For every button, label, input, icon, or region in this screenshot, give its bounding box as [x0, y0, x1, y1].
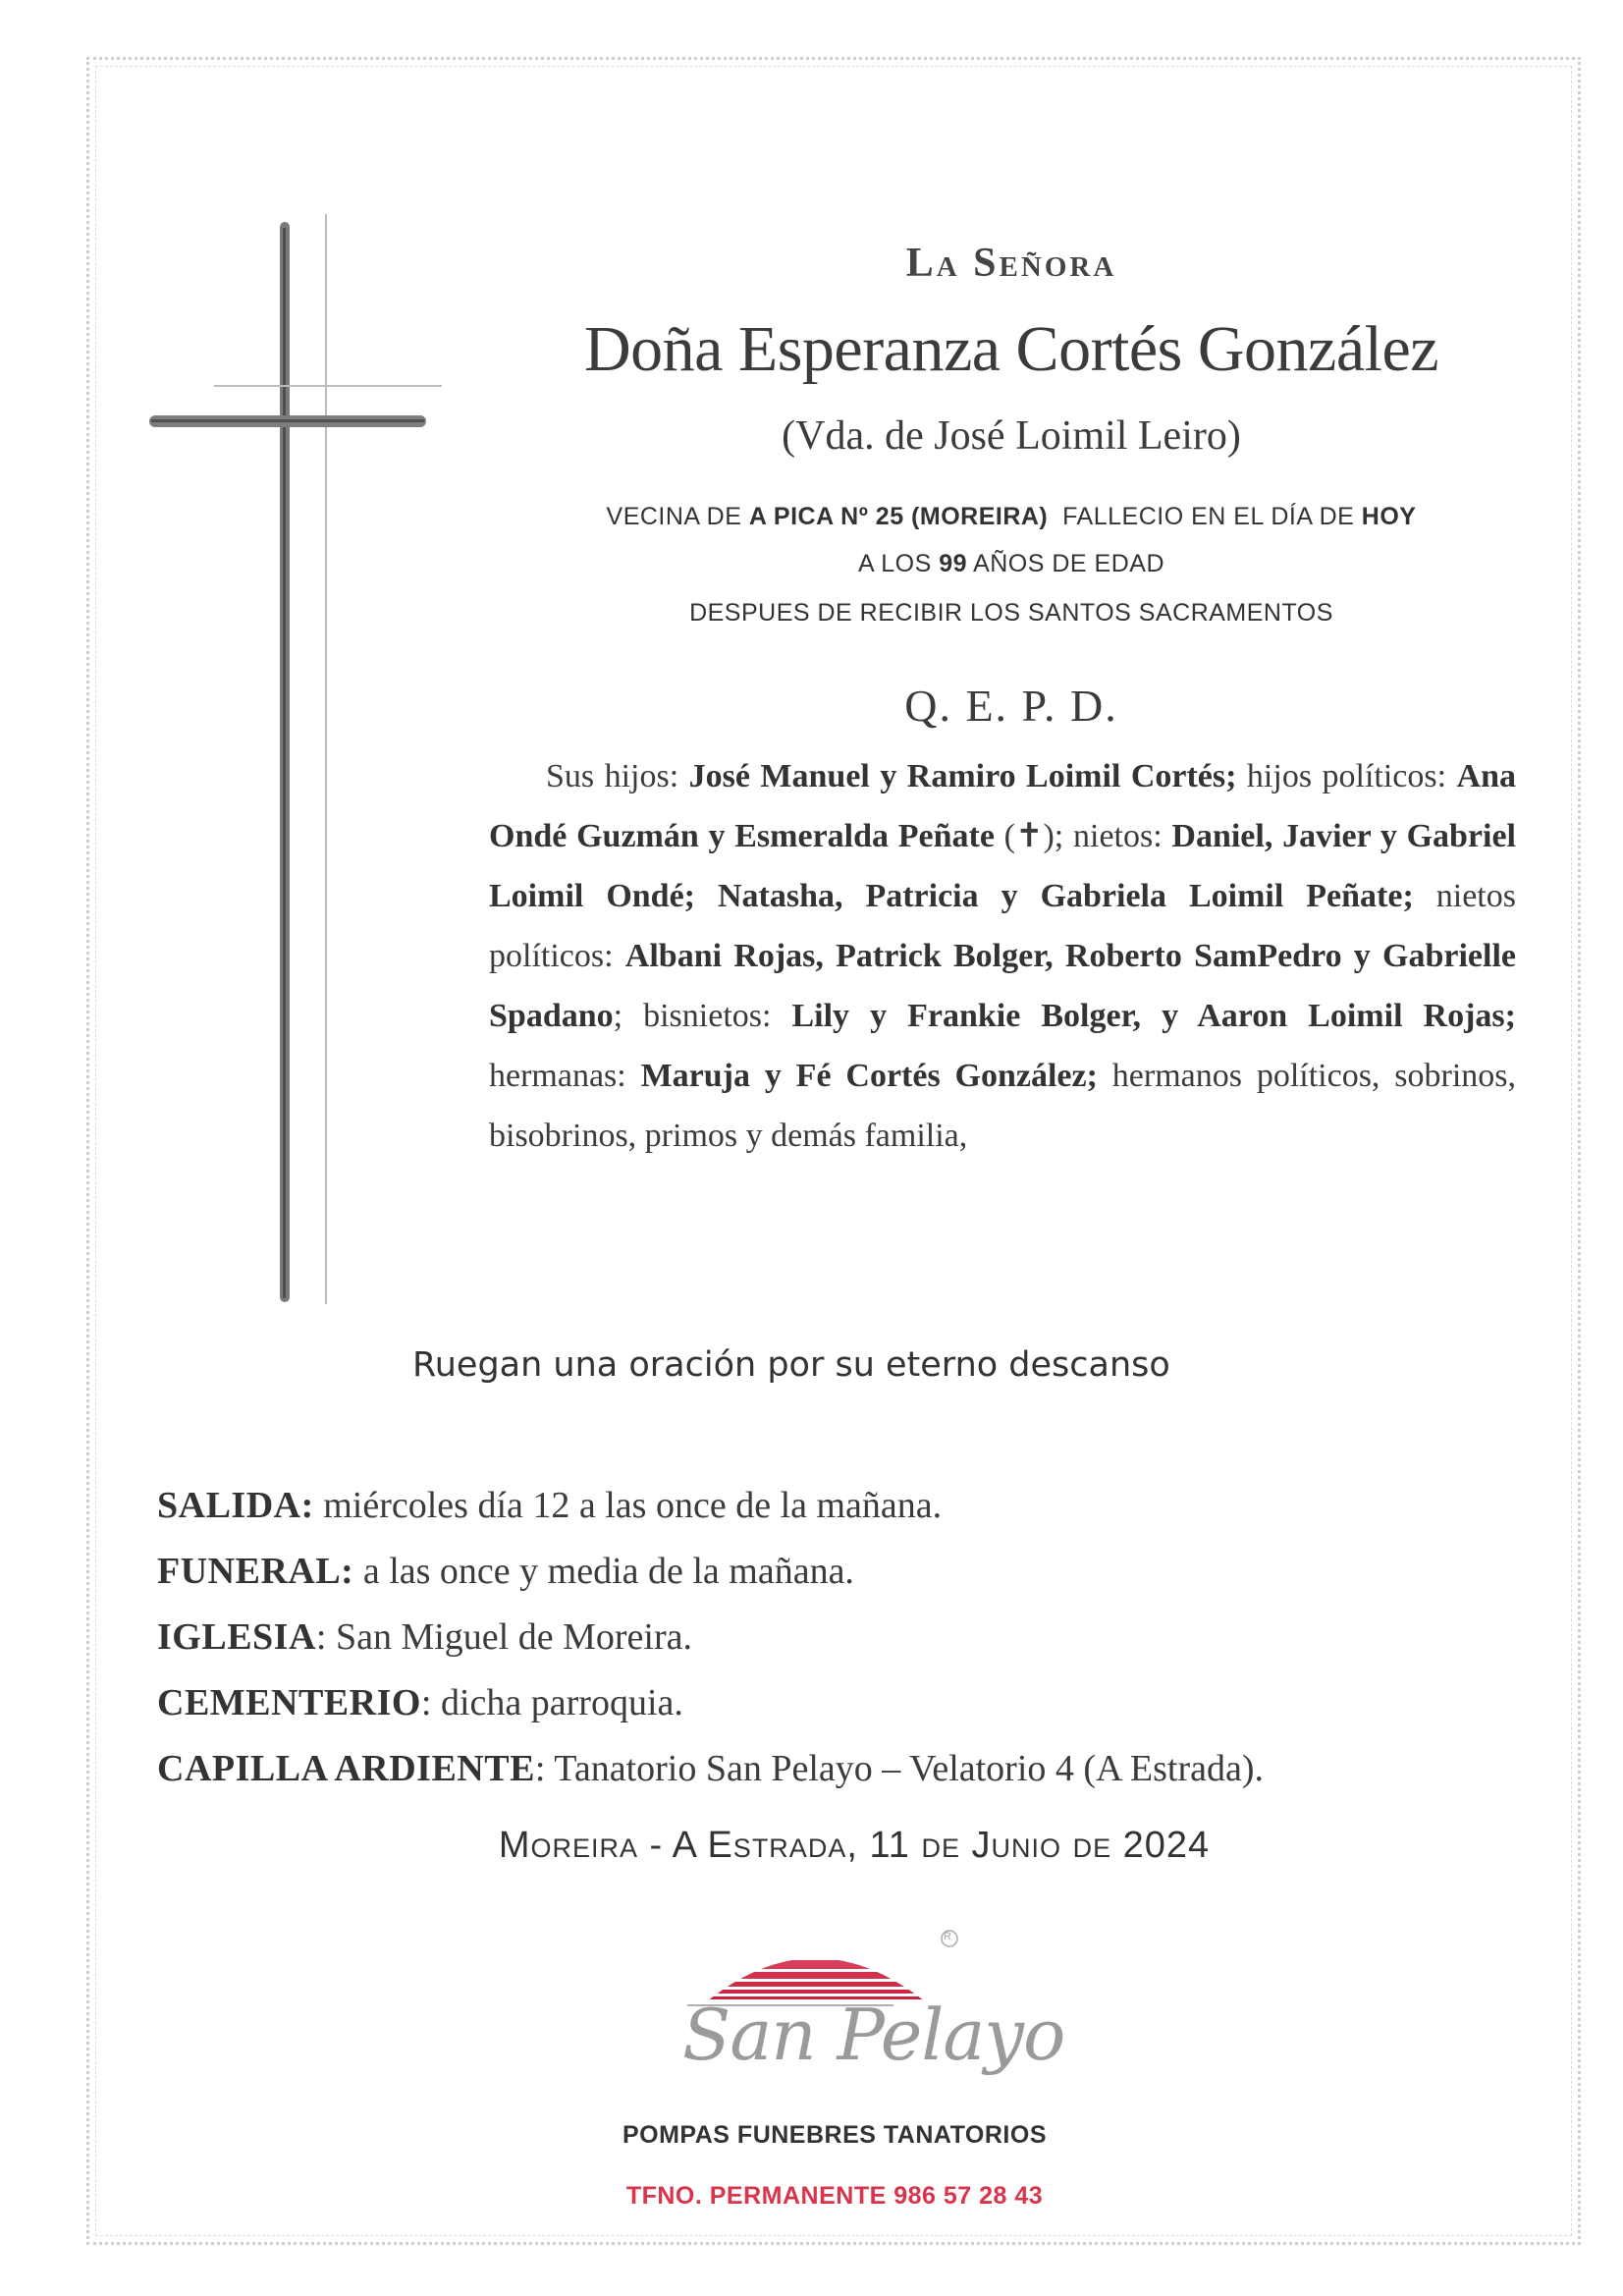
family-text: hermanos políticos, sobrinos, bisobrinos, primos y demás familia, — [489, 1058, 1517, 1154]
family-text: (✝); nietos: — [994, 818, 1172, 854]
detail-label: IGLESIA — [157, 1616, 316, 1658]
detail-line — [157, 1473, 1551, 1539]
logo-text: San Pelayo — [682, 1994, 1065, 2076]
info-text: A LOS — [857, 550, 940, 577]
detail-line — [157, 1736, 1551, 1802]
place-date: Moreira - A Estrada, 11 de Junio de 2024 — [498, 1825, 1211, 1866]
info-address: A PICA Nº 25 (MOREIRA) — [748, 503, 1049, 530]
title-la-senora: La Señora — [905, 241, 1117, 286]
detail-value: : dicha parroquia. — [420, 1682, 683, 1723]
family-names: Lily y Frankie Bolger, y Aaron Loimil Rojas; — [791, 998, 1516, 1034]
family-text: Sus hijos: — [546, 758, 689, 794]
info-line-residence — [491, 503, 1532, 531]
detail-label: CEMENTERIO — [157, 1682, 421, 1723]
family-text: nietos políticos: — [489, 878, 1516, 974]
family-names: Ana Ondé Guzmán y Esmeralda Peñate — [489, 758, 1516, 854]
info-age: 99 — [939, 550, 968, 577]
info-text: AÑOS DE EDAD — [967, 550, 1165, 577]
info-text: FALLECIO EN EL DÍA DE — [1048, 503, 1362, 530]
qepd: Q. E. P. D. — [904, 681, 1118, 731]
family-names: Daniel, Javier y Gabriel Loimil Ondé; Natasha, Patricia y Gabriela Loimil Peñate; — [489, 818, 1516, 914]
company-name: POMPAS FUNEBRES TANATORIOS — [622, 2121, 1047, 2149]
deceased-name: Doña Esperanza Cortés González — [583, 313, 1439, 385]
info-line-sacraments: DESPUES DE RECIBIR LOS SANTOS SACRAMENTOS — [689, 599, 1333, 627]
detail-label: CAPILLA ARDIENTE — [157, 1748, 535, 1789]
family-names: Albani Rojas, Patrick Bolger, Roberto SamPedro y Gabrielle Spadano — [489, 938, 1516, 1034]
detail-value: : San Miguel de Moreira. — [315, 1616, 692, 1658]
info-day: HOY — [1361, 503, 1417, 530]
family-names: Maruja y Fé Cortés González; — [640, 1058, 1098, 1094]
family-paragraph — [489, 746, 1516, 1166]
detail-label: SALIDA: — [157, 1485, 314, 1526]
cross-icon — [137, 214, 452, 1304]
registered-mark: R — [944, 1931, 951, 1942]
info-line-age — [491, 550, 1532, 578]
detail-value: miércoles día 12 a las once de la mañana. — [313, 1485, 943, 1526]
family-text: hijos políticos: — [1236, 758, 1457, 794]
detail-line — [157, 1605, 1551, 1670]
family-text: ; bisnietos: — [613, 998, 792, 1034]
family-names: José Manuel y Ramiro Loimil Cortés; — [688, 758, 1237, 794]
detail-label: FUNERAL: — [157, 1551, 354, 1592]
detail-value: a las once y media de la mañana. — [353, 1551, 854, 1592]
widow-of: (Vda. de José Loimil Leiro) — [782, 413, 1241, 459]
family-text: hermanas: — [489, 1058, 641, 1094]
info-text: VECINA DE — [606, 503, 749, 530]
funeral-details — [157, 1473, 1551, 1802]
detail-line — [157, 1670, 1551, 1736]
prayer-request: Ruegan una oración por su eterno descanso — [412, 1345, 1170, 1385]
detail-value: : Tanatorio San Pelayo – Velatorio 4 (A Estrada). — [534, 1748, 1264, 1789]
detail-line — [157, 1539, 1551, 1605]
phone-number: TFNO. PERMANENTE 986 57 28 43 — [625, 2182, 1044, 2210]
